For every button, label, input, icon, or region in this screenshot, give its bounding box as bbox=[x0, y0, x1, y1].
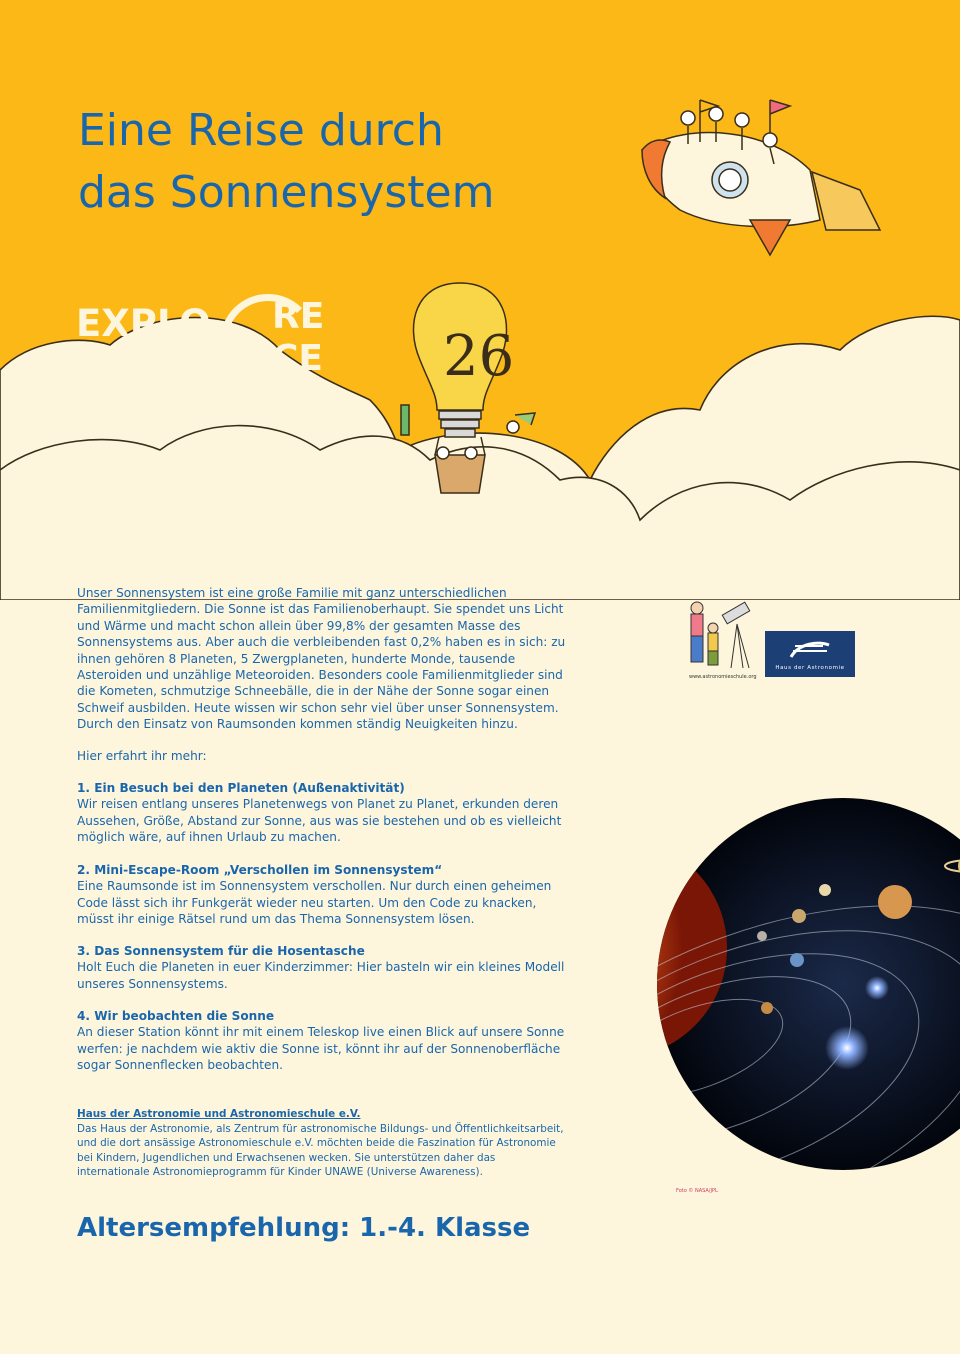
logo-word-2: SCIEN bbox=[76, 340, 205, 383]
astronomieschule-url: www.astronomieschule.org bbox=[689, 674, 757, 680]
balloon-number: 26 bbox=[443, 324, 515, 389]
lightbulb-balloon-illustration bbox=[375, 265, 555, 515]
section-heading: 3. Das Sonnensystem für die Hosentasche bbox=[77, 944, 365, 958]
hda-logo-mark bbox=[789, 637, 831, 661]
photo-credit: Foto © NASA/JPL bbox=[676, 1188, 718, 1194]
organizer-heading: Haus der Astronomie und Astronomieschule e.V. bbox=[77, 1108, 361, 1120]
explore-science-logo bbox=[76, 286, 325, 386]
organizer-body: Das Haus der Astronomie, als Zentrum für astronomische Bildungs- und Öffentlichkeitsarbeit, und die dort ansässige Astronomieschule e.V. möchten beide die Faszination für Astronomie bei Kindern, Jugendlichen und Erwachsenen wecken. Sie unterstützen daher das internationale Astronomieprogramm für Kinder UNAWE (Universe Awareness). bbox=[77, 1122, 564, 1179]
section-planet-visit bbox=[77, 780, 572, 846]
hda-logo bbox=[765, 631, 855, 677]
more-label: Hier erfahrt ihr mehr: bbox=[77, 749, 207, 763]
section-heading: 2. Mini-Escape-Room „Verschollen im Sonnensystem“ bbox=[77, 863, 443, 877]
section-body: Holt Euch die Planeten in euer Kinderzimmer: Hier basteln wir ein kleines Modell unseres Sonnensystems. bbox=[77, 960, 565, 991]
section-escape-room bbox=[77, 862, 572, 928]
solar-system-image bbox=[657, 798, 960, 1170]
section-body: Eine Raumsonde ist im Sonnensystem verschollen. Nur durch einen geheimen Code lässt sich ihr Funkgerät wieder neu starten. Um den Code zu knacken, müsst ihr einige Rätsel rund um das Thema Sonnensystem lösen. bbox=[77, 879, 552, 927]
title-line-2: das Sonnensystem bbox=[78, 167, 495, 218]
rocket-illustration bbox=[630, 80, 890, 270]
intro-paragraph: Unser Sonnensystem ist eine große Familie mit ganz unterschiedlichen Familienmitgliedern. Die Sonne ist das Familienoberhaupt. Sie spendet uns Licht und Wärme und macht schon allein über 99,8% der gesamten Masse des Sonnensystems aus. Aber auch die verbleibenden fast 0,2% haben es in sich: zu ihnen gehören 8 Planeten, 5 Zwergplaneten, hunderte Monde, tausende Asteroiden und unzählige Meteoroiden. Besonders coole Familienmitglieder sind die Kometen, schmutzige Schneebälle, die in der Nähe der Sonne sogar einen Schweif ausbilden. Heute wissen wir schon sehr viel über unser Sonnensystem. Durch den Einsatz von Raumsonden kommen ständig Neuigkeiten hinzu. bbox=[77, 586, 566, 732]
hda-logo-label: Haus der Astronomie bbox=[775, 665, 845, 671]
section-pocket-solar-system bbox=[77, 943, 572, 992]
organizer-info bbox=[77, 1107, 567, 1180]
section-heading: 4. Wir beobachten die Sonne bbox=[77, 1009, 275, 1023]
section-sun-observation bbox=[77, 1008, 572, 1074]
age-recommendation: Altersempfehlung: 1.-4. Klasse bbox=[77, 1213, 531, 1243]
section-heading: 1. Ein Besuch bei den Planeten (Außenaktivität) bbox=[77, 781, 405, 795]
logo-word-4: CE bbox=[272, 338, 324, 379]
partner-logos bbox=[683, 594, 863, 686]
logo-word-1: EXPLO bbox=[76, 302, 211, 345]
logo-word-3: RE bbox=[272, 296, 325, 337]
page-title bbox=[78, 100, 494, 224]
kids-telescope-icon bbox=[683, 594, 763, 672]
section-body: Wir reisen entlang unseres Planetenwegs von Planet zu Planet, erkunden deren Aussehen, Größe, Abstand zur Sonne, aus was sie bestehen und ob es vielleicht möglich wäre, auf ihnen Urlaub zu machen. bbox=[77, 797, 562, 845]
section-body: An dieser Station könnt ihr mit einem Teleskop live einen Blick auf unsere Sonne werfen: je nachdem wie aktiv die Sonne ist, könnt ihr auf der Sonnenoberfläche sogar Sonnenflecken beobachten. bbox=[77, 1025, 565, 1073]
title-line-1: Eine Reise durch bbox=[78, 105, 444, 156]
